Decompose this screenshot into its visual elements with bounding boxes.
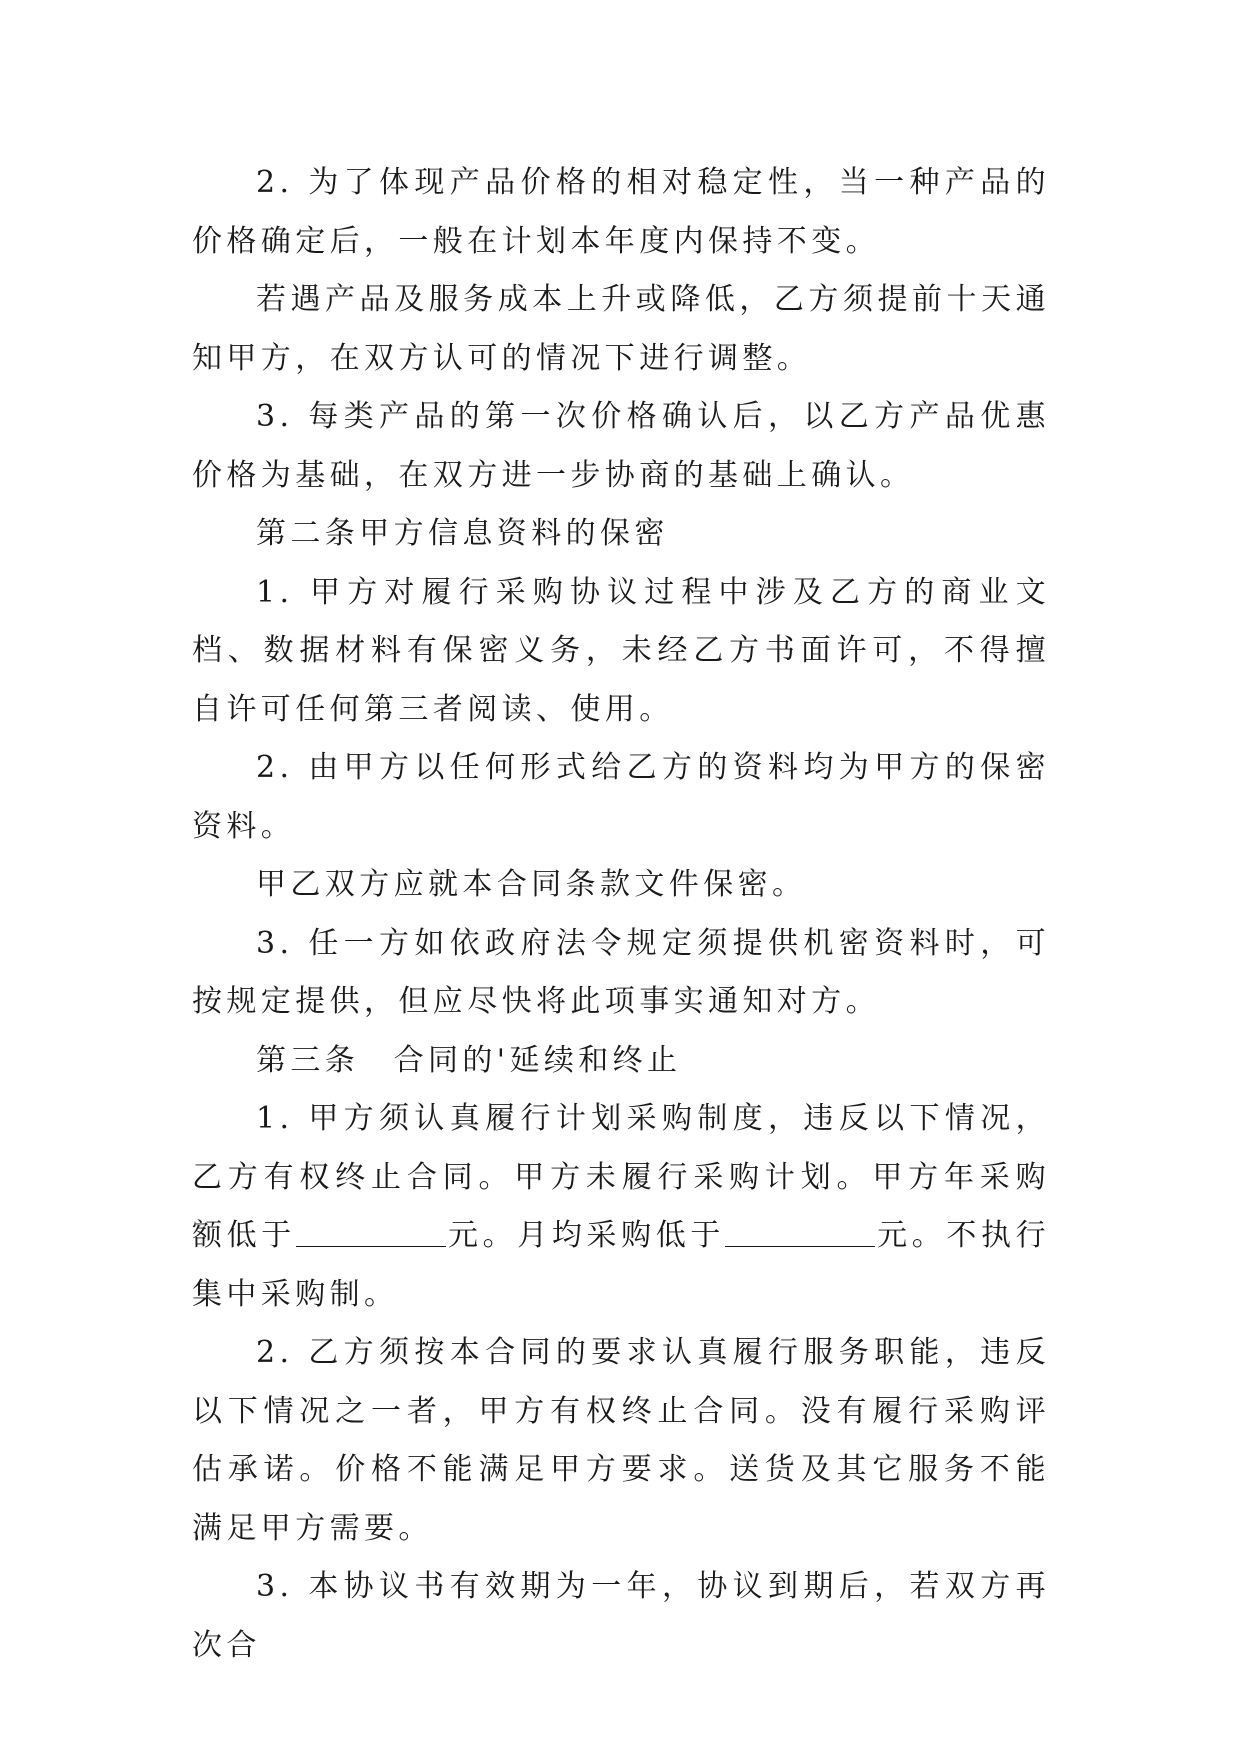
paragraph: 2. 为了体现产品价格的相对稳定性，当一种产品的价格确定后，一般在计划本年度内保持不变。: [192, 165, 1050, 259]
section-heading: 第二条甲方信息资料的保密: [256, 516, 669, 551]
paragraph-with-blanks: [192, 1090, 1050, 1324]
paragraph: 2. 由甲方以任何形式给乙方的资料均为甲方的保密资料。: [192, 750, 1050, 844]
paragraph: 3. 每类产品的第一次价格确认后，以乙方产品优惠价格为基础，在双方进一步协商的基础上确认。: [192, 399, 1050, 493]
document-page: [192, 154, 1050, 1675]
paragraph-text: 1. 甲方须认真履行计划采购制度，违反以下情况，乙方有权终止合同。甲方未履行采购计划。甲方年采购额低于: [192, 1101, 1050, 1253]
paragraph-text: 元。月均采购低于: [447, 1218, 725, 1253]
fill-in-blank: [296, 1216, 446, 1247]
paragraph-text: 元。不执行集中采购制。: [192, 1218, 1051, 1312]
paragraph: 甲乙双方应就本合同条款文件保密。: [256, 867, 807, 902]
paragraph: 3. 任一方如依政府法令规定须提供机密资料时，可按规定提供，但应尽快将此项事实通知对方。: [192, 925, 1050, 1019]
fill-in-blank: [725, 1216, 875, 1247]
paragraph: 若遇产品及服务成本上升或降低，乙方须提前十天通知甲方，在双方认可的情况下进行调整。: [192, 282, 1050, 376]
paragraph: 2. 乙方须按本合同的要求认真履行服务职能，违反以下情况之一者，甲方有权终止合同。没有履行采购评估承诺。价格不能满足甲方要求。送货及其它服务不能满足甲方需要。: [192, 1335, 1050, 1546]
paragraph: 3. 本协议书有效期为一年，协议到期后，若双方再次合: [192, 1569, 1050, 1663]
paragraph: 1. 甲方对履行采购协议过程中涉及乙方的商业文档、数据材料有保密义务，未经乙方书面许可，不得擅自许可任何第三者阅读、使用。: [192, 574, 1050, 727]
section-heading: 第三条 合同的'延续和终止: [256, 1042, 682, 1078]
